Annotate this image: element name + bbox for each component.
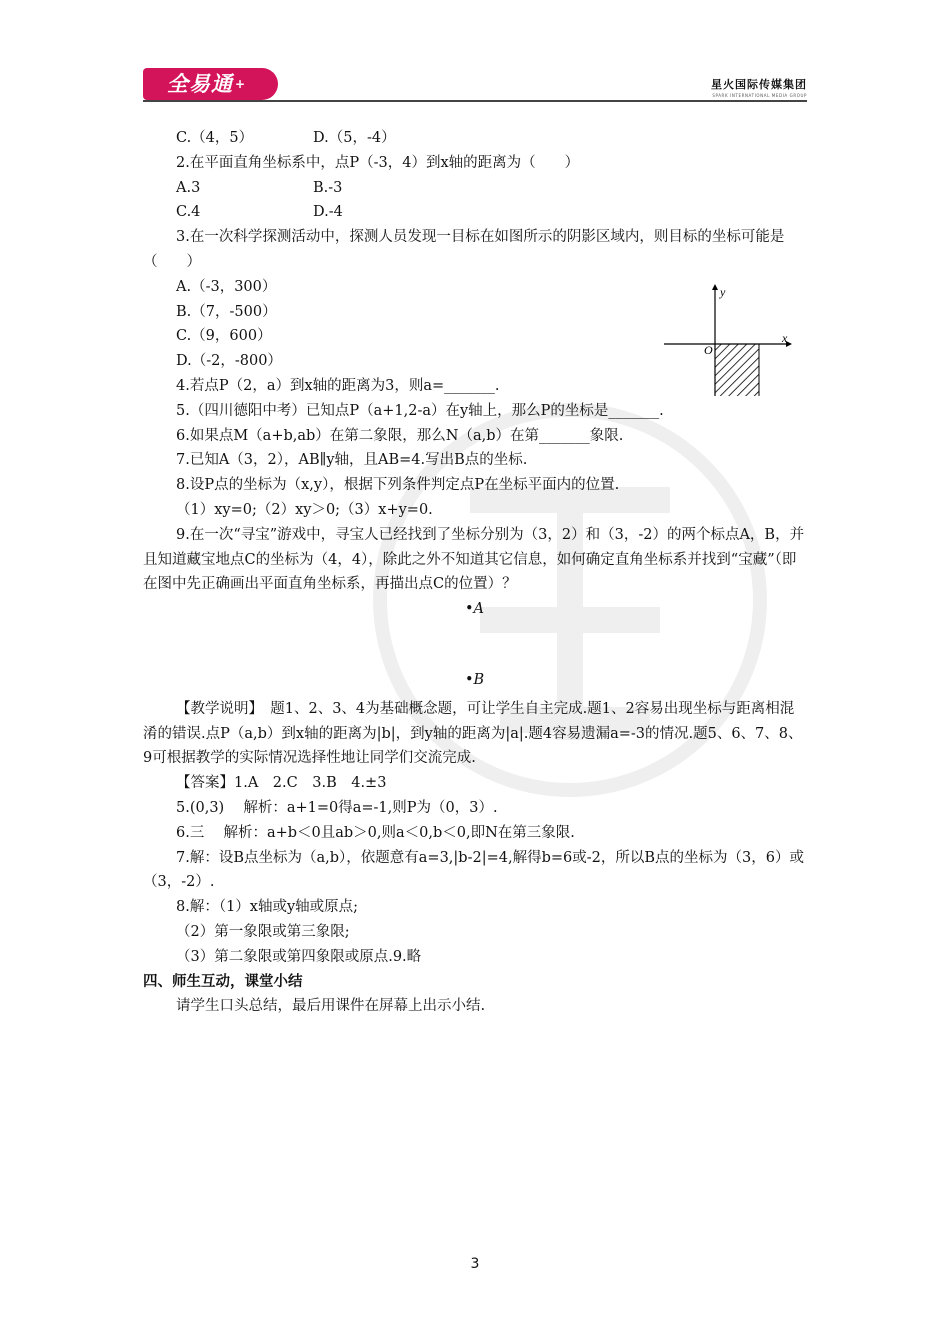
question-8-subparts: （1）xy=0;（2）xy＞0;（3）x+y=0. — [176, 501, 433, 518]
q2-options-cd — [143, 200, 808, 225]
answer-7: 7.解：设B点坐标为（a,b），依题意有a=3,|b-2|=4,解得b=6或-2，所以B点的坐标为（3，6）或（3，-2）. — [143, 849, 804, 891]
y-axis-label: y — [720, 285, 726, 299]
page-number: 3 — [470, 1256, 480, 1272]
q2-option-a: A.3 — [176, 179, 201, 196]
point-a-row — [143, 597, 808, 622]
q2-option-b: B.-3 — [313, 179, 343, 196]
brand-logo — [143, 68, 278, 100]
answer-8-part-2: （2）第一象限或第三象限; — [176, 923, 350, 940]
q3-option-d: D.（-2，-800） — [176, 353, 282, 370]
brand-logo-text: 全易通 — [167, 72, 233, 96]
answer-6: 6.三 解析：a+b＜0且ab＞0,则a＜0,b＜0,即N在第三象限. — [176, 824, 575, 841]
point-b-row — [143, 668, 808, 693]
section-4-heading: 四、师生互动，课堂小结 — [143, 972, 303, 990]
question-6: 6.如果点M（a+b,ab）在第二象限，那么N（a,b）在第_______象限. — [176, 427, 624, 444]
q2-option-d: D.-4 — [313, 204, 343, 221]
document-body — [143, 126, 808, 1019]
company-name — [711, 76, 807, 98]
header-divider — [143, 100, 807, 102]
question-4: 4.若点P（2，a）到x轴的距离为3，则a=_______. — [176, 377, 500, 394]
question-5: 5.（四川德阳中考）已知点P（a+1,2-a）在y轴上，那么P的坐标是_______. — [176, 402, 664, 419]
q3-option-a: A.（-3，300） — [176, 278, 277, 295]
q1-option-c: C.（4，5） — [176, 130, 254, 146]
answer-8-part-3: （3）第二象限或第四象限或原点.9.略 — [176, 948, 422, 965]
brand-logo-mark: + — [235, 77, 247, 91]
question-3: 3.在一次科学探测活动中，探测人员发现一目标在如图所示的阴影区域内，则目标的坐标可能是（ ） — [143, 229, 785, 270]
teaching-note: 【教学说明】 题1、2、3、4为基础概念题，可让学生自主完成.题1、2容易出现坐标与距离相混淆的错误.点P（a,b）到x轴的距离为|b|，到y轴的距离为|a|.题4容易遗漏a=-3的情况.题5、6、7、8、9可根据教学的实际情况选择性地让同学们交流完成. — [143, 700, 803, 767]
q1-option-d: D.（5，-4） — [313, 130, 396, 146]
q2-options-ab — [143, 176, 808, 201]
quadrant-figure — [664, 282, 794, 398]
y-axis-arrow — [712, 284, 718, 290]
question-7: 7.已知A（3，2），AB∥y轴，且AB=4.写出B点的坐标. — [176, 452, 528, 469]
q1-options-cd — [143, 126, 808, 151]
origin-label: O — [704, 343, 713, 357]
q2-option-c: C.4 — [176, 204, 201, 221]
answer-8: 8.解：（1）x轴或y轴或原点; — [176, 899, 359, 916]
answer-1-4: 【答案】1.A 2.C 3.B 4.±3 — [176, 775, 387, 792]
question-9: 9.在一次“寻宝”游戏中，寻宝人已经找到了坐标分别为（3，2）和（3，-2）的两个标点A，B，并且知道藏宝地点C的坐标为（4，4），除此之外不知道其它信息，如何确定直角坐标系并找到“宝藏”（即在图中先正确画出平面直角坐标系，再描出点C的位置）？ — [143, 526, 805, 593]
question-8: 8.设P点的坐标为（x,y），根据下列条件判定点P在坐标平面内的位置. — [176, 477, 620, 494]
summary-text: 请学生口头总结，最后用课件在屏幕上出示小结. — [176, 998, 486, 1015]
x-axis-label: x — [782, 331, 788, 345]
company-name-en: SPARK INTERNATIONAL MEDIA GROUP — [712, 93, 807, 98]
shaded-region — [715, 344, 759, 396]
answer-5: 5.(0,3) 解析：a+1=0得a=-1,则P为（0，3）. — [176, 799, 498, 816]
point-b-label: •B — [465, 671, 485, 688]
q3-option-c: C.（9，600） — [176, 328, 272, 345]
point-a-label: •A — [465, 601, 485, 618]
company-name-cn: 星火国际传媒集团 — [711, 78, 807, 91]
question-2: 2.在平面直角坐标系中，点P（-3，4）到x轴的距离为（ ） — [176, 154, 580, 171]
q3-option-b: B.（7，-500） — [176, 303, 277, 320]
